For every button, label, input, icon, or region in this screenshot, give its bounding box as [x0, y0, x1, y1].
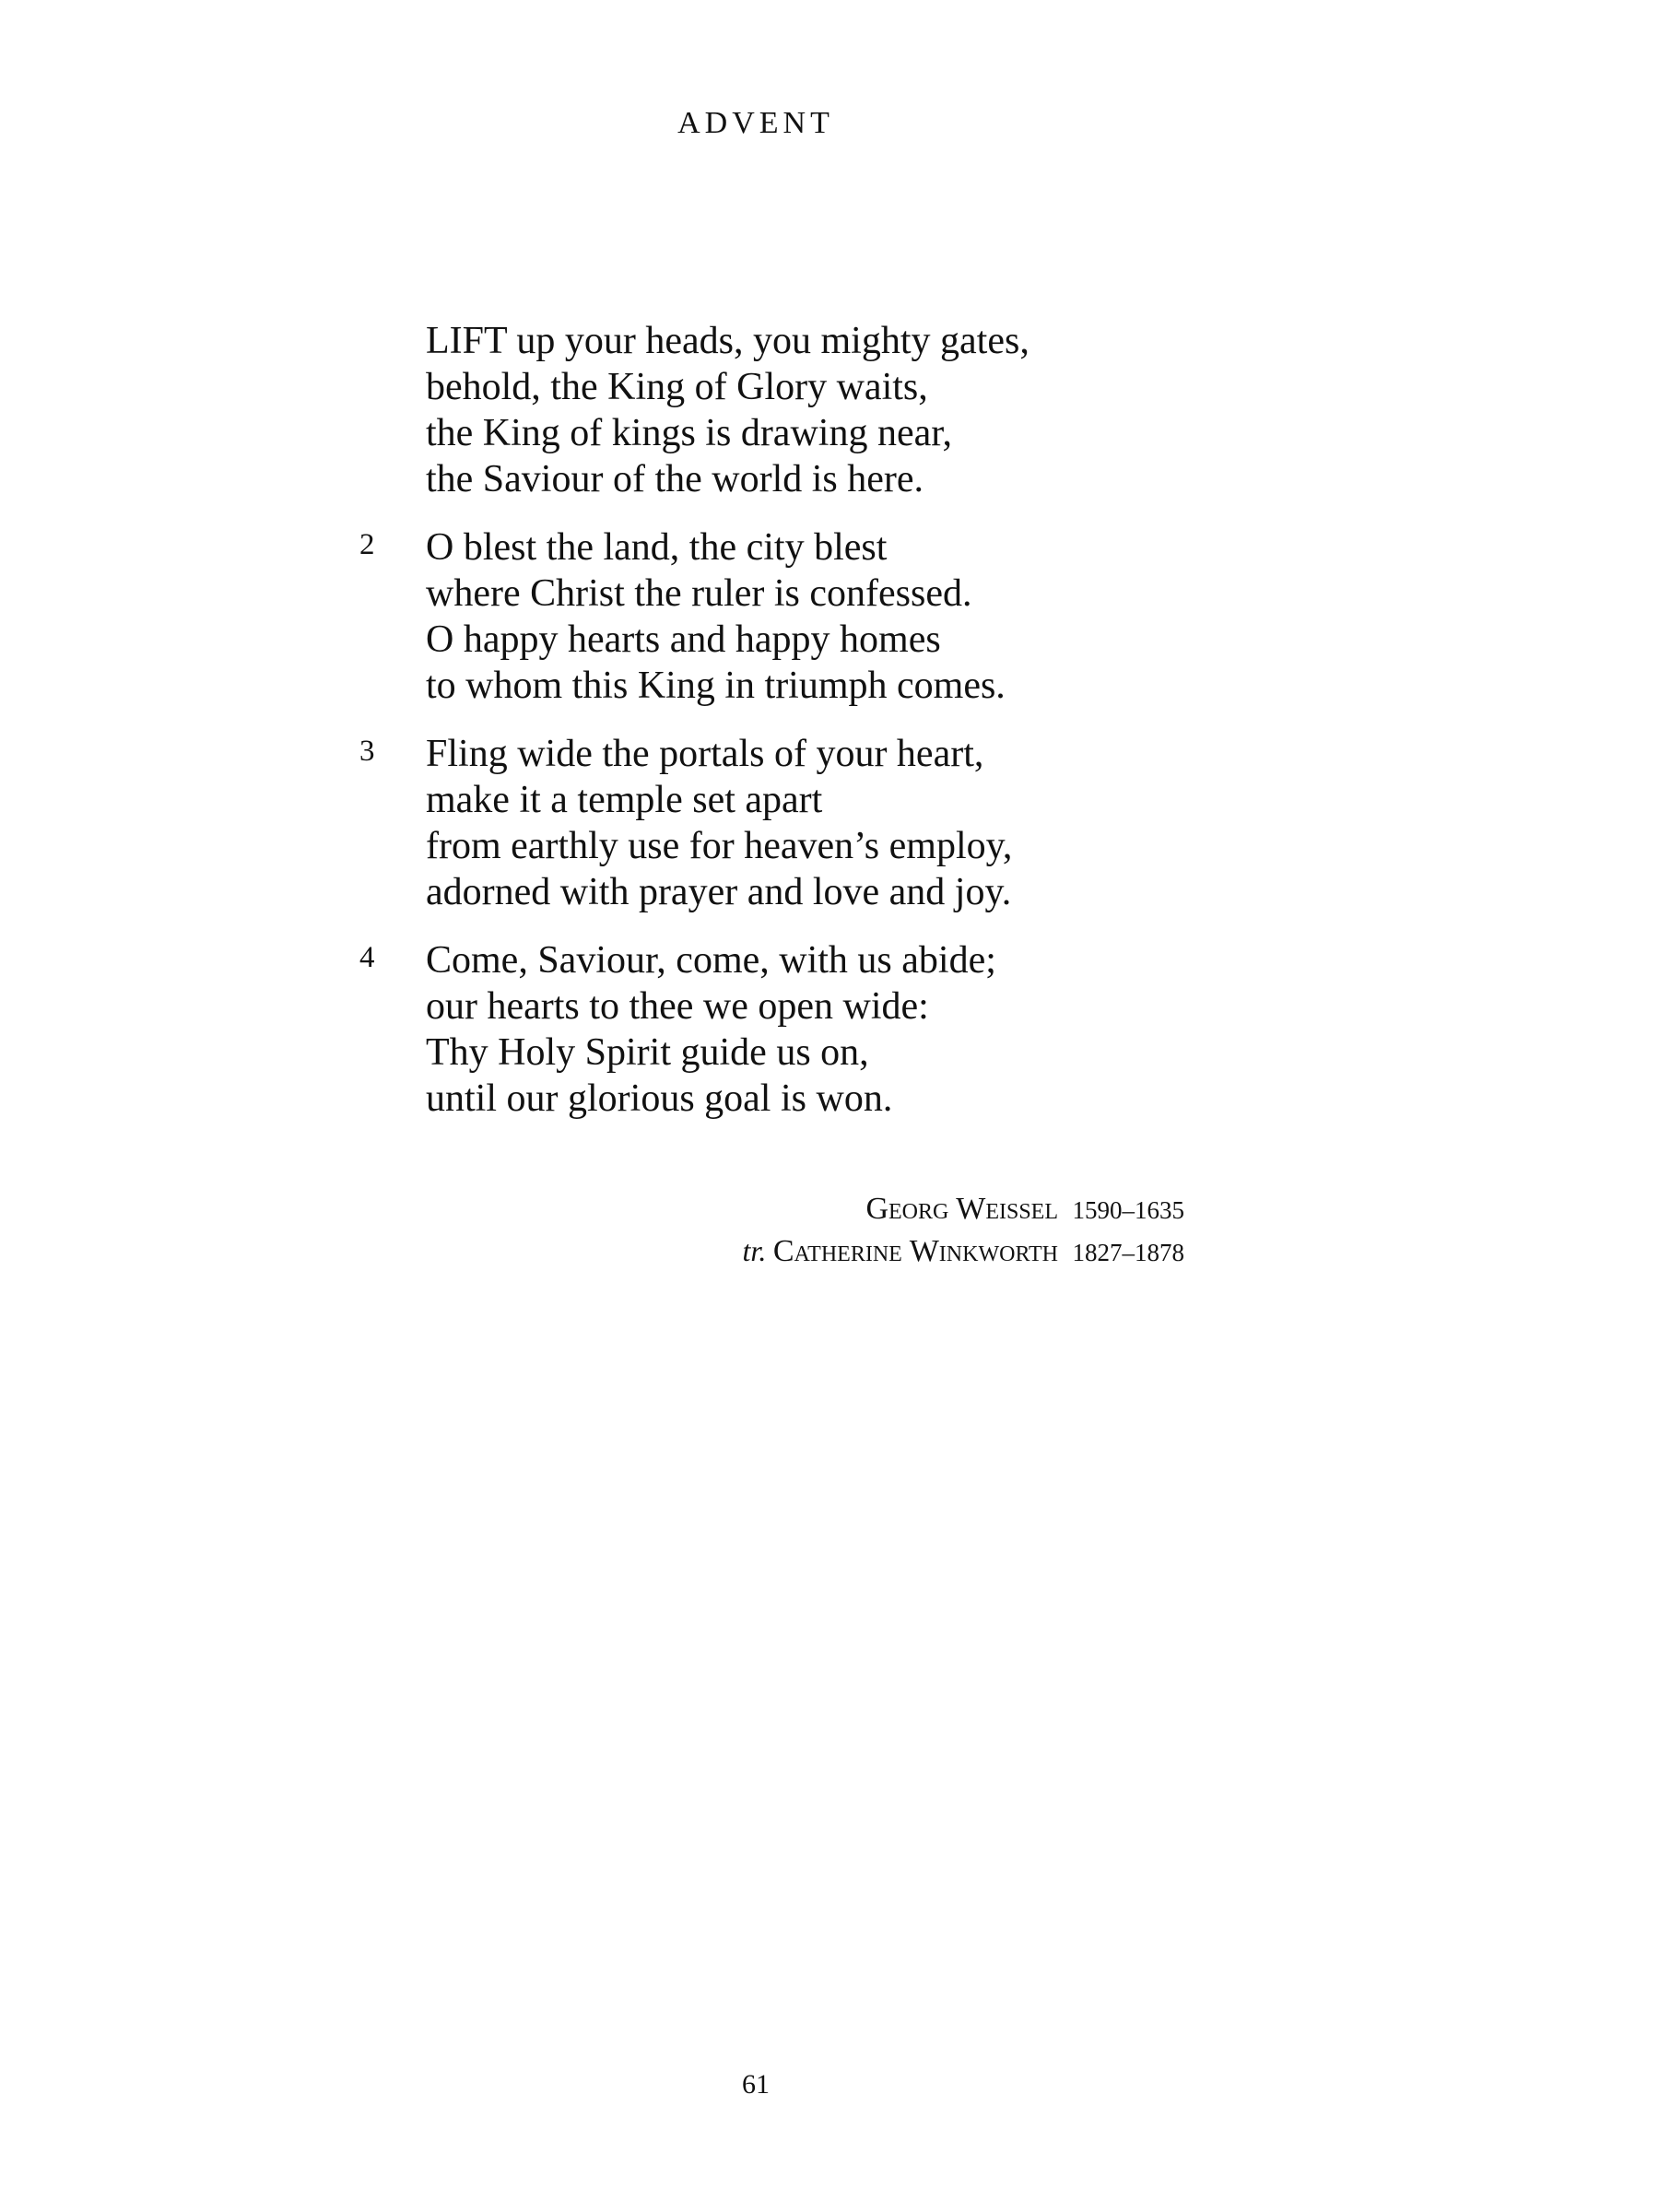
author-dates: 1590–1635 [1072, 1196, 1184, 1224]
verse-line: O happy hearts and happy homes [426, 618, 941, 661]
verse-line: Come, Saviour, come, with us abide; [426, 939, 996, 982]
hymn-text [359, 318, 1281, 1144]
verse-number: 4 [359, 941, 375, 974]
author-name: Georg Weissel [865, 1192, 1058, 1226]
stanza-3 [359, 731, 1281, 915]
verse-line: adorned with prayer and love and joy. [426, 871, 1012, 913]
verse-number: 3 [359, 735, 375, 768]
verse-line: the Saviour of the world is here. [426, 458, 924, 500]
verse-line: Fling wide the portals of your heart, [426, 733, 984, 775]
verse-line: our hearts to thee we open wide: [426, 985, 929, 1028]
verse-line: make it a temple set apart [426, 779, 823, 821]
attribution [0, 1189, 1184, 1273]
verse-line: O blest the land, the city blest [426, 526, 888, 569]
stanza-2 [359, 524, 1281, 709]
verse-line: LIFT up your heads, you mighty gates, [426, 320, 1030, 362]
stanza-1 [359, 318, 1281, 502]
author-credit [0, 1189, 1184, 1230]
verse-line: where Christ the ruler is confessed. [426, 572, 972, 615]
stanza-4 [359, 937, 1281, 1122]
translator-prefix: tr. [742, 1234, 767, 1267]
verse-line: until our glorious goal is won. [426, 1077, 893, 1120]
verse-line: behold, the King of Glory waits, [426, 366, 928, 408]
verse-line: from earthly use for heaven’s employ, [426, 825, 1013, 867]
translator-credit [0, 1230, 1184, 1273]
verse-line: Thy Holy Spirit guide us on, [426, 1031, 869, 1074]
verse-line: the King of kings is drawing near, [426, 412, 953, 454]
translator-dates: 1827–1878 [1072, 1239, 1184, 1266]
verse-line: to whom this King in triumph comes. [426, 665, 1006, 707]
page-number: 61 [742, 2069, 770, 2100]
verse-number: 2 [359, 528, 375, 561]
translator-name: Catherine Winkworth [772, 1234, 1058, 1268]
running-head: ADVENT [677, 106, 834, 140]
